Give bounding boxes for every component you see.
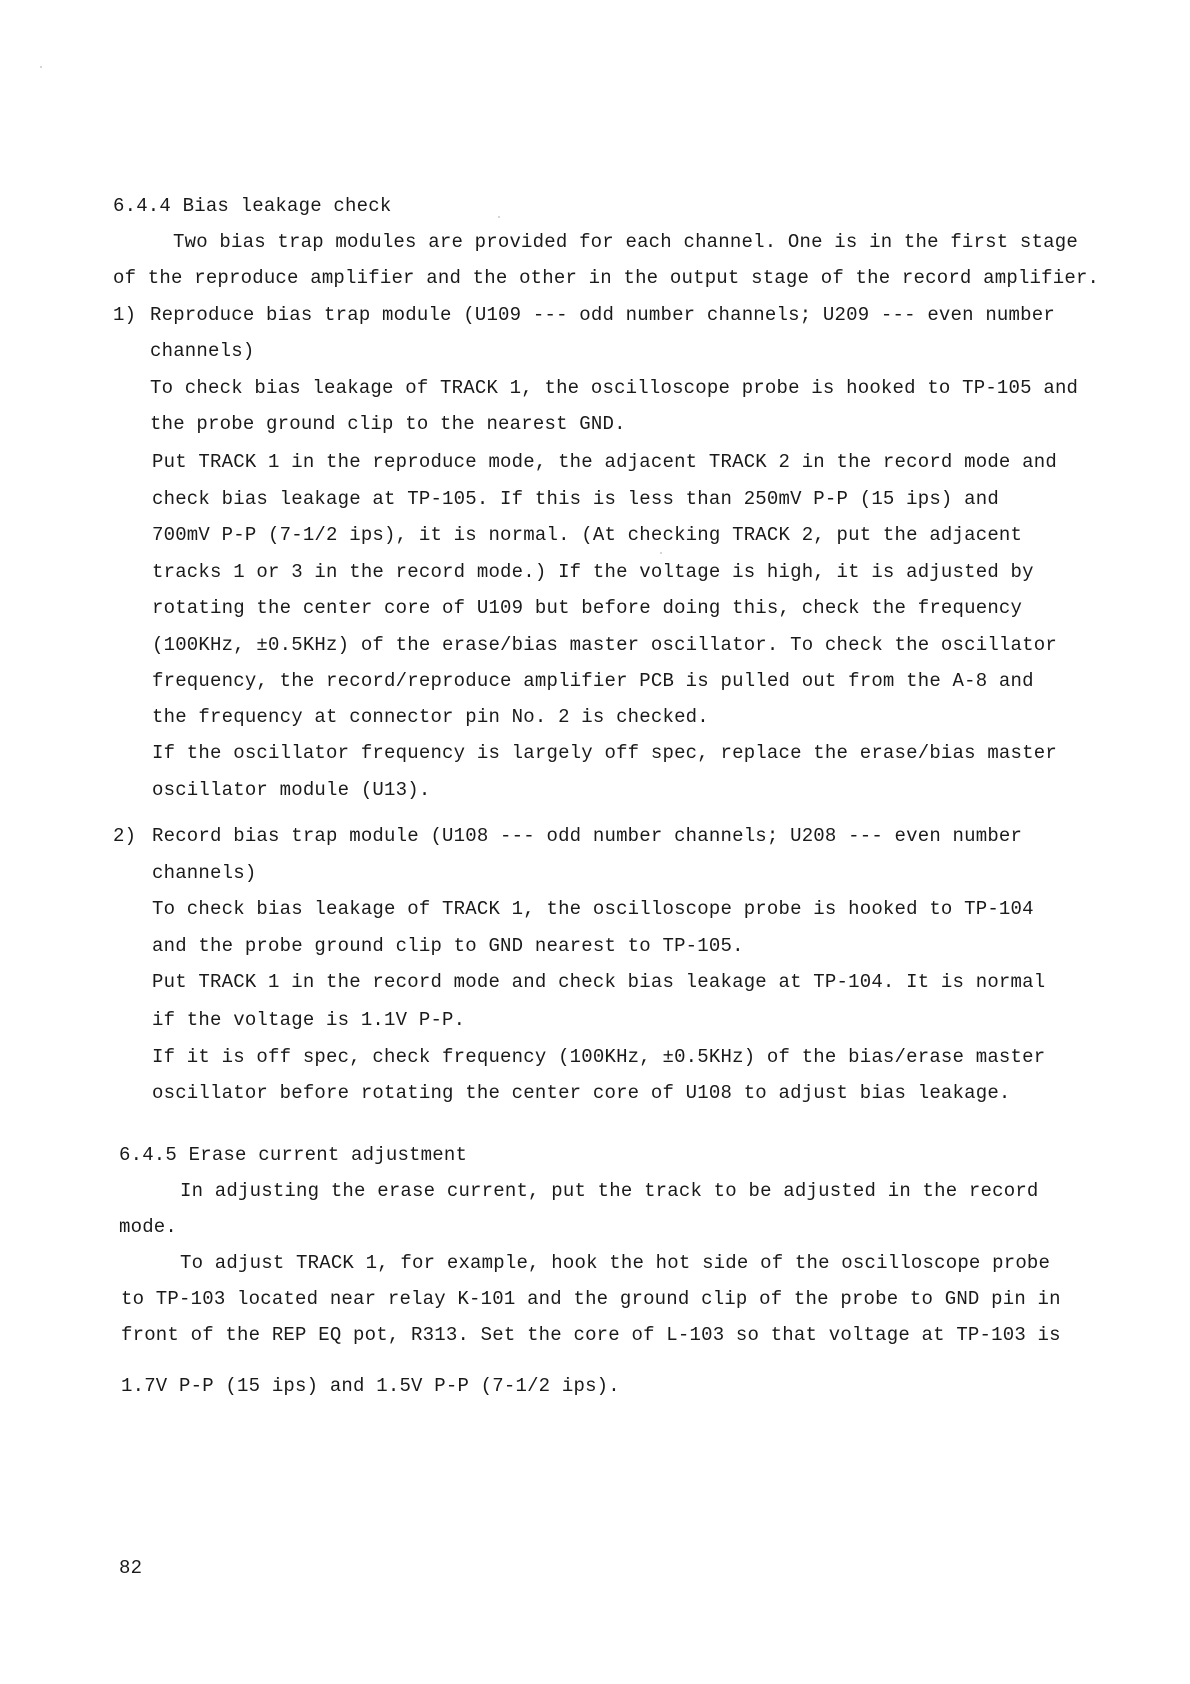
page-number: 82 [119,1557,143,1579]
item-2-para-3-line: If it is off spec, check frequency (100KHz, ±0.5KHz) of the bias/erase master [152,1046,1046,1068]
item-1-para-2-line: frequency, the record/reproduce amplifier PCB is pulled out from the A-8 and [152,670,1034,692]
item-1-para-2-line: 700mV P-P (7-1/2 ips), it is normal. (At checking TRACK 2, put the adjacent [152,524,1023,546]
item-1-para-2-line: (100KHz, ±0.5KHz) of the erase/bias master oscillator. To check the oscillator [152,634,1057,656]
section-645-para-2-line: to TP-103 located near relay K-101 and the ground clip of the probe to GND pin in [121,1288,1061,1310]
item-1-para-1-line: To check bias leakage of TRACK 1, the oscilloscope probe is hooked to TP-105 and [150,377,1079,399]
scan-speck [498,216,500,218]
item-1-title-line: Reproduce bias trap module (U109 --- odd number channels; U209 --- even number [150,304,1055,326]
section-heading-645: 6.4.5 Erase current adjustment [119,1144,468,1166]
item-1-para-1-line: the probe ground clip to the nearest GND. [150,413,626,435]
section-heading-644: 6.4.4 Bias leakage check [113,195,392,217]
item-1-para-2-line: rotating the center core of U109 but before doing this, check the frequency [152,597,1023,619]
item-1-para-3-line: If the oscillator frequency is largely off spec, replace the erase/bias master [152,742,1057,764]
item-1-para-3-line: oscillator module (U13). [152,779,431,801]
section-645-para-1-line: mode. [119,1216,178,1238]
item-2-para-2-line: Put TRACK 1 in the record mode and check bias leakage at TP-104. It is normal [152,971,1046,993]
item-1-para-2-line: check bias leakage at TP-105. If this is less than 250mV P-P (15 ips) and [152,488,999,510]
item-2-para-2-line: if the voltage is 1.1V P-P. [152,1009,466,1031]
item-2-para-1-line: and the probe ground clip to GND nearest to TP-105. [152,935,744,957]
item-1-para-2-line: Put TRACK 1 in the reproduce mode, the adjacent TRACK 2 in the record mode and [152,451,1057,473]
item-2-number: 2) [113,825,137,847]
item-2-para-1-line: To check bias leakage of TRACK 1, the oscilloscope probe is hooked to TP-104 [152,898,1034,920]
item-1-number: 1) [113,304,137,326]
item-1-title-line: channels) [150,340,255,362]
section-645-para-1-line: In adjusting the erase current, put the track to be adjusted in the record [180,1180,1039,1202]
intro-line: of the reproduce amplifier and the other in the output stage of the record amplifier. [113,267,1100,289]
section-645-para-2-line: front of the REP EQ pot, R313. Set the core of L-103 so that voltage at TP-103 is [121,1324,1061,1346]
item-1-para-2-line: tracks 1 or 3 in the record mode.) If the voltage is high, it is adjusted by [152,561,1034,583]
section-645-para-2-line: To adjust TRACK 1, for example, hook the hot side of the oscilloscope probe [180,1252,1051,1274]
item-1-para-2-line: the frequency at connector pin No. 2 is checked. [152,706,709,728]
section-645-para-2-line: 1.7V P-P (15 ips) and 1.5V P-P (7-1/2 ips). [121,1375,620,1397]
intro-line: Two bias trap modules are provided for each channel. One is in the first stage [173,231,1078,253]
item-2-title-line: channels) [152,862,257,884]
scan-speck [660,552,662,554]
item-2-para-3-line: oscillator before rotating the center core of U108 to adjust bias leakage. [152,1082,1011,1104]
scan-speck [40,66,42,68]
item-2-title-line: Record bias trap module (U108 --- odd number channels; U208 --- even number [152,825,1023,847]
